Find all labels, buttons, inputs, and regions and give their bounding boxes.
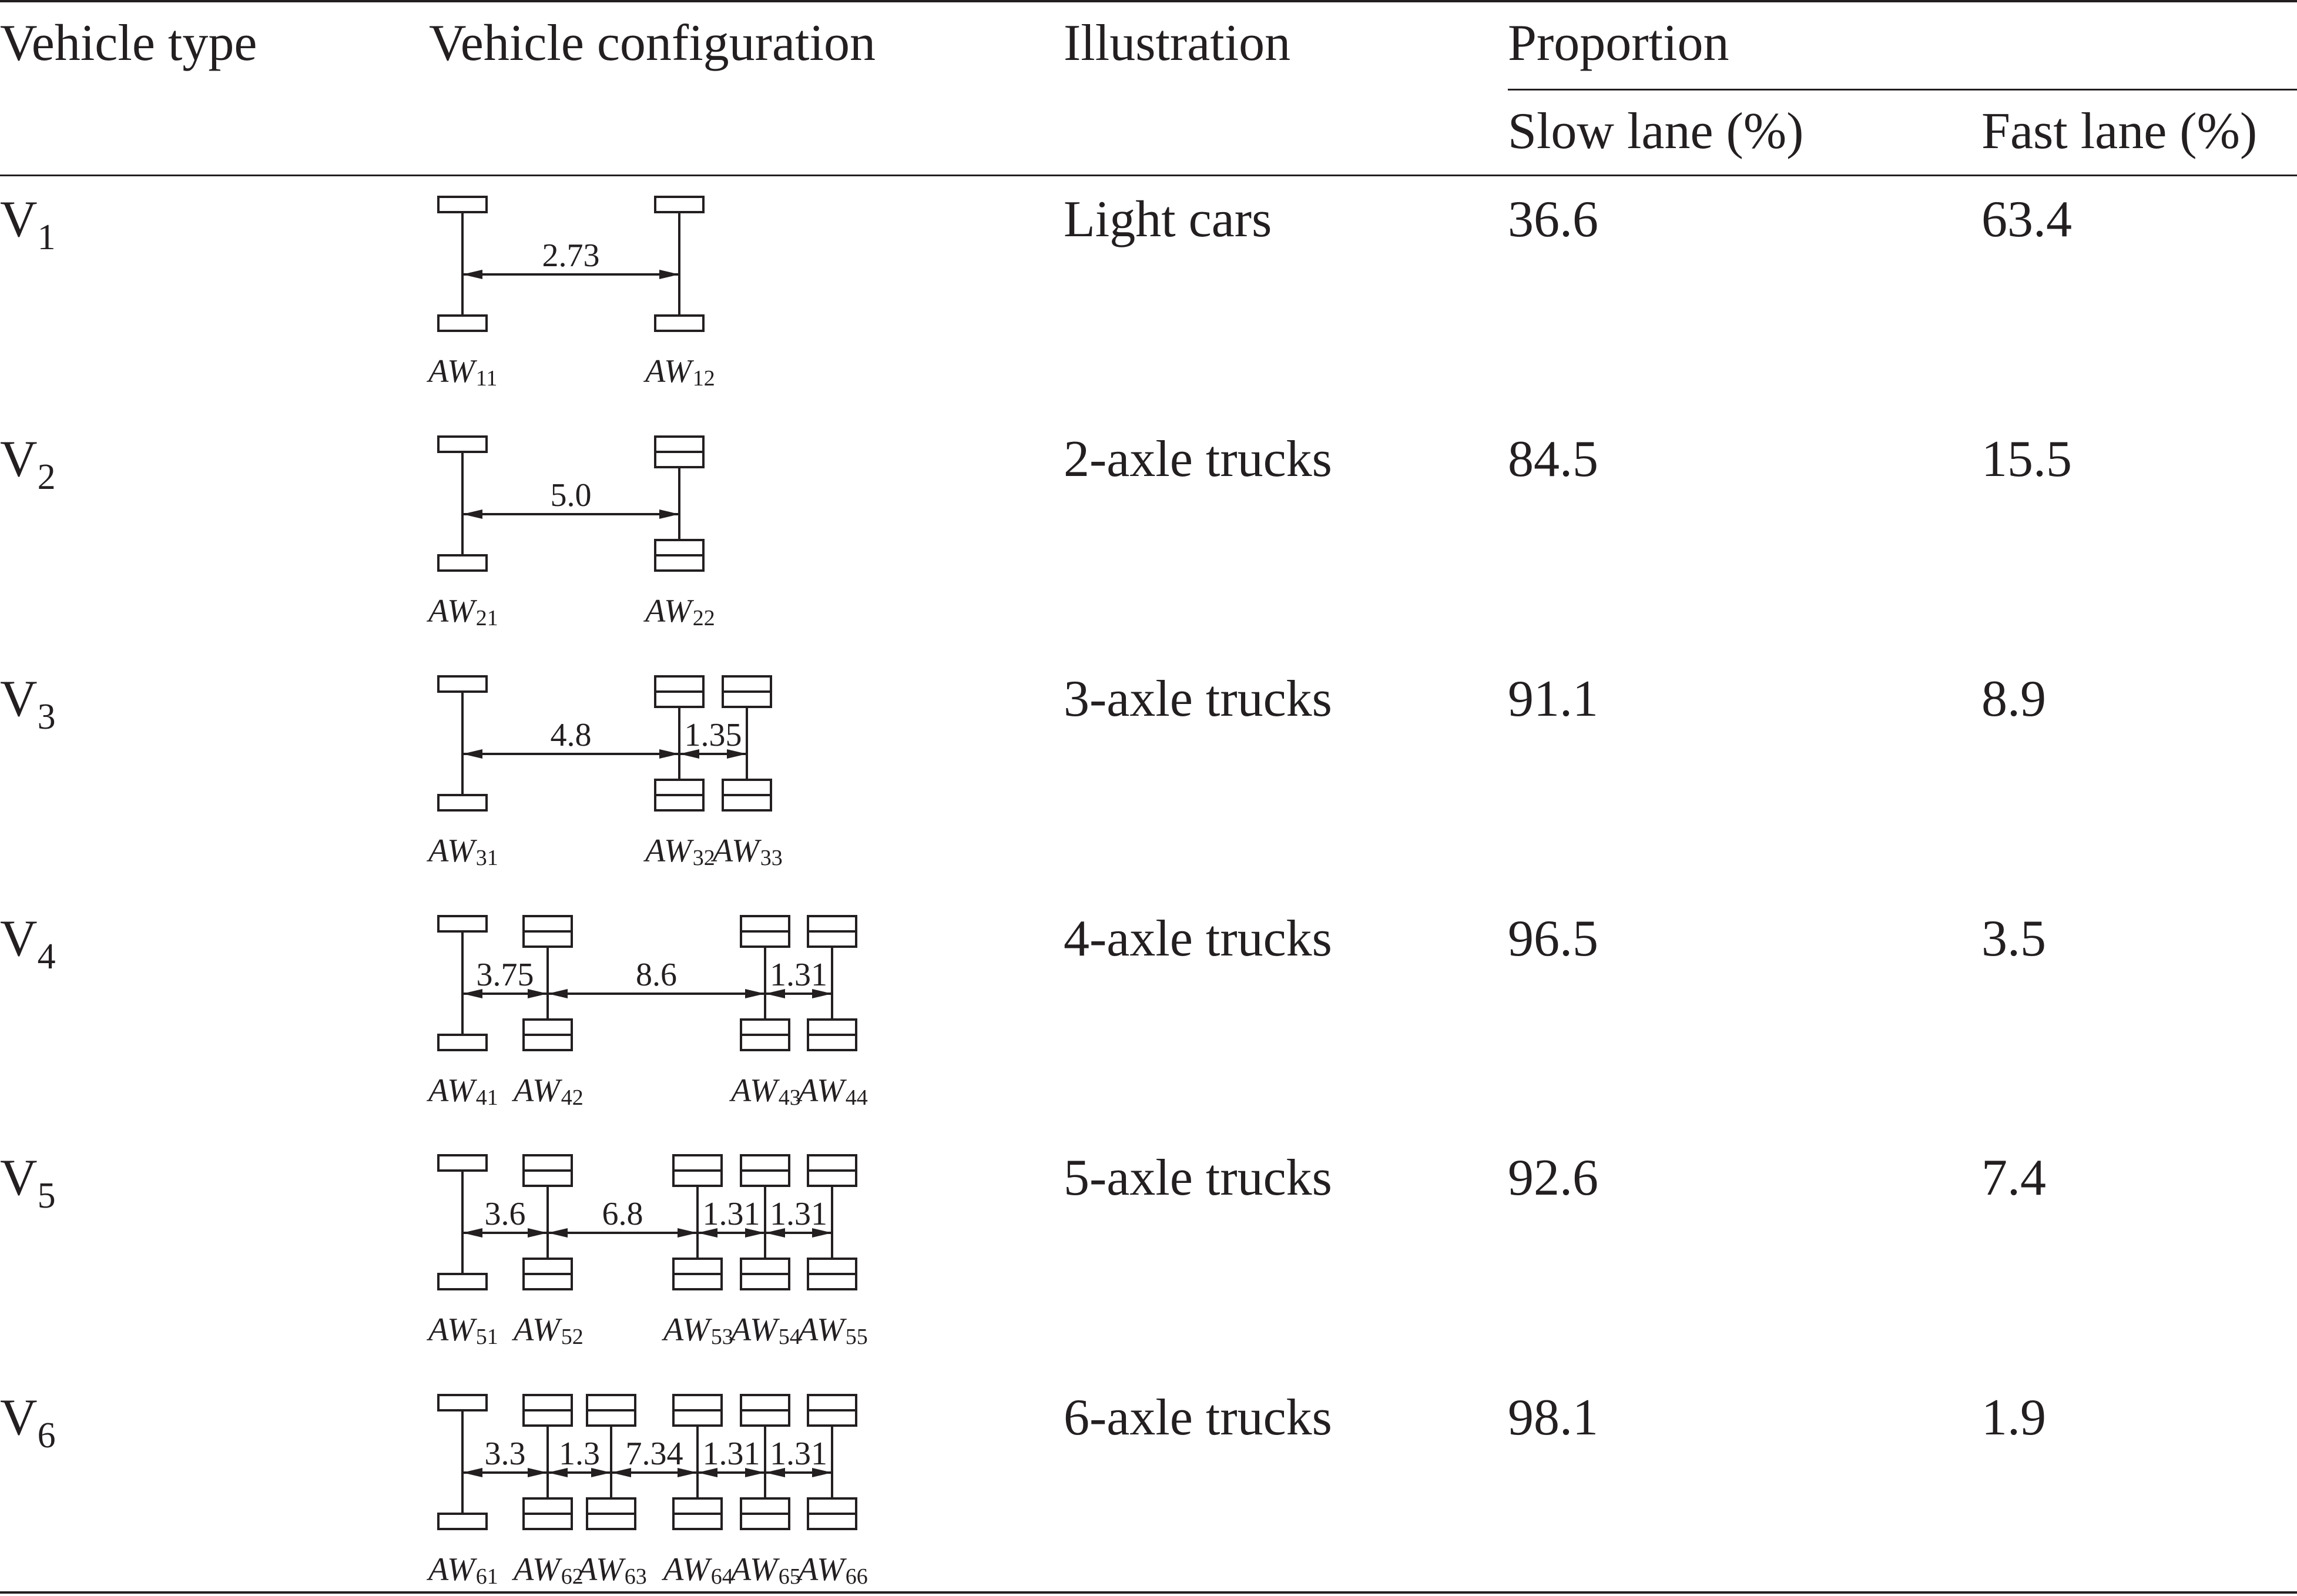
header-slow-lane: Slow lane (%) — [1508, 103, 1804, 160]
slow-lane-cell: 91.1 — [1508, 670, 1598, 727]
axle-label: AW22 — [645, 593, 715, 631]
spacing-label: 1.3 — [559, 1436, 600, 1472]
axle-label-index: 44 — [845, 1085, 868, 1110]
axle-label: AW11 — [428, 353, 498, 391]
slow-lane-cell: 96.5 — [1508, 910, 1598, 967]
spacing-label: 3.6 — [484, 1196, 526, 1232]
vehicle-type-letter: V — [0, 910, 38, 967]
axle-label-index: 11 — [475, 366, 498, 391]
slow-lane-cell: 92.6 — [1508, 1149, 1598, 1206]
wheel-block-top — [438, 676, 487, 692]
vehicle-type-letter: V — [0, 1389, 38, 1446]
wheel-block-bottom — [438, 1514, 487, 1529]
spacing-arrow-left — [462, 1228, 482, 1238]
spacing-arrow-left — [462, 749, 482, 759]
axle-label: AW44 — [798, 1072, 868, 1110]
axle-label-index: 33 — [760, 846, 783, 870]
axle-label-index: 32 — [692, 846, 715, 870]
axle-label-index: 53 — [710, 1325, 733, 1349]
axle-label: AW43 — [731, 1072, 801, 1110]
axle-label-index: 54 — [778, 1325, 801, 1349]
axle-label: AW31 — [428, 833, 498, 870]
spacing-arrow-right — [528, 1468, 548, 1477]
axle-label: AW66 — [798, 1551, 868, 1589]
axle-label: AW12 — [645, 353, 715, 391]
axle-label-index: 21 — [475, 606, 498, 631]
slow-lane-cell: 84.5 — [1508, 431, 1598, 488]
spacing-arrow-right — [745, 989, 765, 998]
spacing-label: 3.3 — [484, 1436, 526, 1472]
header-proportion: Proportion — [1508, 15, 1729, 72]
axle-label-index: 12 — [692, 366, 715, 391]
spacing-arrow-right — [528, 1228, 548, 1238]
wheel-block-top — [438, 1155, 487, 1171]
vehicle-type-subscript: 2 — [37, 457, 56, 497]
vehicle-type-subscript: 4 — [37, 937, 56, 977]
illustration-cell: 4-axle trucks — [1064, 910, 1332, 967]
spacing-label: 1.31 — [770, 1436, 827, 1472]
axle-label: AW52 — [514, 1312, 584, 1349]
spacing-arrow-right — [659, 749, 679, 759]
axle-label-index: 65 — [778, 1564, 801, 1589]
spacing-label: 1.35 — [684, 717, 742, 753]
spacing-label: 1.31 — [770, 1196, 827, 1232]
axle-label-index: 63 — [624, 1564, 647, 1589]
fast-lane-cell: 15.5 — [1981, 431, 2072, 488]
spacing-label: 2.73 — [542, 237, 600, 274]
vehicle-type-letter: V — [0, 670, 38, 727]
axle-label: AW33 — [713, 833, 783, 870]
spacing-label: 3.75 — [476, 957, 534, 993]
vehicle-type-subscript: 3 — [37, 697, 56, 737]
axle-label-index: 61 — [475, 1564, 498, 1589]
slow-lane-cell: 98.1 — [1508, 1389, 1598, 1446]
axle-label: AW53 — [663, 1312, 733, 1349]
axle-label-index: 62 — [561, 1564, 584, 1589]
wheel-block-bottom — [438, 316, 487, 331]
vehicle-type-subscript: 1 — [37, 217, 56, 257]
axle-label: AW61 — [428, 1551, 498, 1589]
axle-label: AW55 — [798, 1312, 868, 1349]
spacing-label: 4.8 — [550, 717, 592, 753]
axle-label: AW63 — [577, 1551, 647, 1589]
axle-label: AW54 — [731, 1312, 801, 1349]
axle-label-index: 31 — [475, 846, 498, 870]
axle-label: AW62 — [514, 1551, 584, 1589]
wheel-block-bottom — [438, 1274, 487, 1289]
vehicle-type-letter: V — [0, 431, 38, 488]
spacing-label: 5.0 — [550, 477, 592, 514]
axle-label-index: 52 — [561, 1325, 584, 1349]
spacing-arrow-left — [462, 509, 482, 519]
illustration-cell: 2-axle trucks — [1064, 431, 1332, 488]
illustration-cell: 6-axle trucks — [1064, 1389, 1332, 1446]
axle-label-index: 66 — [845, 1564, 868, 1589]
illustration-cell: 3-axle trucks — [1064, 670, 1332, 727]
wheel-block-bottom — [438, 555, 487, 571]
axle-label-index: 64 — [710, 1564, 733, 1589]
spacing-label: 8.6 — [636, 957, 677, 993]
spacing-label: 1.31 — [702, 1196, 760, 1232]
spacing-label: 7.34 — [625, 1436, 683, 1472]
spacing-arrow-left — [462, 1468, 482, 1477]
wheel-block-top — [655, 197, 703, 212]
fast-lane-cell: 8.9 — [1981, 670, 2046, 727]
header-vehicle-type: Vehicle type — [0, 15, 257, 72]
spacing-arrow-right — [659, 270, 679, 279]
vehicle-type-subscript: 5 — [37, 1176, 56, 1216]
axle-label: AW32 — [645, 833, 715, 870]
axle-label: AW65 — [731, 1551, 801, 1589]
fast-lane-cell: 3.5 — [1981, 910, 2046, 967]
wheel-block-top — [438, 437, 487, 452]
vehicle-type-letter: V — [0, 1149, 38, 1206]
spacing-label: 1.31 — [702, 1436, 760, 1472]
wheel-block-top — [438, 1395, 487, 1410]
header-illustration: Illustration — [1064, 15, 1291, 72]
wheel-block-bottom — [655, 316, 703, 331]
header-vehicle-configuration: Vehicle configuration — [429, 15, 876, 72]
axle-label: AW41 — [428, 1072, 498, 1110]
spacing-arrow-right — [659, 509, 679, 519]
spacing-arrow-right — [678, 1228, 698, 1238]
wheel-block-top — [438, 916, 487, 931]
wheel-block-top — [438, 197, 487, 212]
illustration-cell: 5-axle trucks — [1064, 1149, 1332, 1206]
header-fast-lane: Fast lane (%) — [1981, 103, 2258, 160]
vehicle-type-letter: V — [0, 191, 38, 248]
spacing-arrow-left — [548, 1228, 568, 1238]
axle-label: AW21 — [428, 593, 498, 631]
slow-lane-cell: 36.6 — [1508, 191, 1598, 248]
wheel-block-bottom — [438, 795, 487, 810]
spacing-label: 1.31 — [770, 957, 827, 993]
axle-label: AW51 — [428, 1312, 498, 1349]
spacing-arrow-left — [548, 989, 568, 998]
vehicle-type-subscript: 6 — [37, 1416, 56, 1456]
axle-label-index: 22 — [692, 606, 715, 631]
fast-lane-cell: 63.4 — [1981, 191, 2072, 248]
fast-lane-cell: 7.4 — [1981, 1149, 2046, 1206]
spacing-label: 6.8 — [602, 1196, 643, 1232]
wheel-block-bottom — [438, 1035, 487, 1050]
fast-lane-cell: 1.9 — [1981, 1389, 2046, 1446]
axle-label-index: 55 — [845, 1325, 868, 1349]
spacing-arrow-left — [462, 270, 482, 279]
axle-label-index: 51 — [475, 1325, 498, 1349]
axle-label-index: 41 — [475, 1085, 498, 1110]
axle-label-index: 42 — [561, 1085, 584, 1110]
axle-label: AW64 — [663, 1551, 733, 1589]
axle-label: AW42 — [514, 1072, 584, 1110]
illustration-cell: Light cars — [1064, 191, 1272, 248]
axle-label-index: 43 — [778, 1085, 801, 1110]
